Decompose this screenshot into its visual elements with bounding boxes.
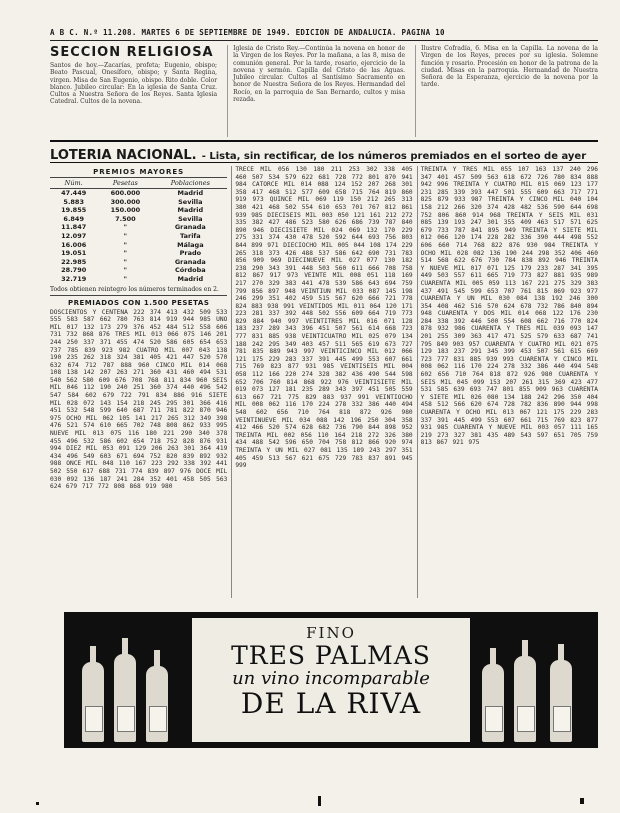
numbers-block-1: DOSCIENTOS Y CENTENA 222 374 413 432 509 533 555 583 587 662 780 763 814 919 944 985 UNO MIL 017 132 173 279 376 452 484 512 558 606 731 732 868 876 TRES MIL 013 066 075 146 201 244 250 337 371 455 474 520 586 605 654 653 737 785 839 923 982 CUATRO MIL 007 043 138 190 235 262 318 324 381 405 421 447 520 570 632 674 712 787 888 960 CINCO MIL 014 068 108 138 142 207 263 271 360 431 460 494 531 540 562 580 609 676 708 768 811 834 960 SEIS MIL 046 112 190 240 251 360 374 440 496 542 547 584 602 679 722 791 834 886 916 SIETE MIL 028 072 143 154 218 245 295 301 366 416 451 532 548 599 640 687 711 781 822 870 946 975 OCHO MIL 062 105 141 217 265 312 349 398 476 521 574 610 665 702 748 808 862 933 995 NUEVE MIL 013 075 116 180 221 290 340 378 455 496 532 586 602 654 718 752 828 876 931 994 DIEZ MIL 053 091 129 206 263 301 364 419 434 496 549 603 671 694 752 820 839 892 932 988 ONCE MIL 048 110 167 223 292 338 392 441 502 550 617 688 731 774 839 897 976 DOCE MIL 030 092 136 187 241 284 352 401 458 505 563 624 679 717 772 808 868 919 980 <box>50 308 228 491</box>
lottery-lists <box>50 166 598 598</box>
table-cell: " <box>123 249 128 258</box>
table-row <box>50 266 227 275</box>
table-cell: " <box>123 266 128 275</box>
registration-mark <box>318 796 321 806</box>
newspaper-page <box>50 28 598 598</box>
table-cell: Prado <box>179 249 202 258</box>
numbers-block-2: TRECE MIL 056 130 180 211 253 302 338 405 460 507 534 579 622 681 728 772 801 870 941 984 CATORCE MIL 014 088 124 152 207 268 301 358 417 468 512 577 609 658 715 764 819 860 919 973 QUINCE MIL 069 119 150 212 265 313 380 421 468 502 554 610 653 701 767 812 861 939 985 DIECISEIS MIL 003 050 121 161 212 272 335 382 427 486 523 580 626 686 739 787 840 890 946 DIECISIETE MIL 024 069 132 170 229 275 331 374 430 478 520 592 644 693 756 803 844 899 971 DIECIOCHO MIL 005 044 108 174 229 265 318 373 426 488 537 586 642 690 731 783 856 909 969 DIECINUEVE MIL 027 077 130 182 238 290 343 391 448 503 560 611 666 708 758 812 867 917 973 VEINTE MIL 008 051 118 169 217 270 329 383 441 478 539 586 643 694 759 799 856 897 948 VEINTIUN MIL 033 087 145 198 246 299 351 402 459 515 567 620 666 721 778 824 883 938 991 VEINTIDOS MIL 011 064 120 171 223 281 337 392 448 502 556 609 664 719 773 829 884 940 997 VEINTITRES MIL 016 071 128 183 237 289 343 396 451 507 561 614 668 723 777 831 885 938 VEINTICUATRO MIL 025 079 134 188 242 295 349 403 457 511 565 619 673 727 781 835 889 943 997 VEINTICINCO MIL 012 066 121 175 229 283 337 391 445 499 553 607 661 715 769 823 877 931 985 VEINTISEIS MIL 004 058 112 166 220 274 328 382 436 490 544 598 652 706 760 814 868 922 976 VEINTISIETE MIL 019 073 127 181 235 289 343 397 451 505 559 613 667 721 775 829 883 937 991 VEINTIOCHO MIL 008 062 116 170 224 278 332 386 440 494 548 602 656 710 764 818 872 926 980 VEINTINUEVE MIL 034 088 142 196 250 304 358 412 466 520 574 628 682 736 790 844 898 952 TREINTA MIL 002 056 110 164 218 272 326 380 434 488 542 596 650 704 758 812 866 920 974 TREINTA Y UN MIL 027 081 135 189 243 297 351 405 459 513 567 621 675 729 783 837 891 945 999 <box>235 166 413 470</box>
table-cell: " <box>123 223 128 232</box>
section-title: SECCION RELIGIOSA <box>50 45 214 60</box>
table-cell: 150.000 <box>110 206 141 215</box>
bottle-icon <box>146 666 168 742</box>
bottle-icon <box>114 654 136 742</box>
table-cell: 47.449 <box>61 189 87 197</box>
table-cell: Sevilla <box>178 214 203 223</box>
list-column-1 <box>50 166 227 598</box>
table-row <box>50 249 227 258</box>
table-row <box>50 189 227 198</box>
column-header: Núm. <box>50 178 97 189</box>
table-row <box>50 223 227 232</box>
table-cell: Madrid <box>177 189 204 197</box>
table-cell: Granada <box>174 257 206 266</box>
religiosa-text: Santos de hoy.—Zacarías, profeta; Eugenio, obispo; Beato Pascual, Onesíforo, obispo; y Santa Regina, virgen. Misa de San Eugenio, obispo. Rito doble. Color blanco. Jubileo circular: En la iglesia de Santa Cruz. Cultos a Nuestra Señora de los Reyes. Santa Iglesia Catedral. Cultos de la novena. <box>50 62 218 106</box>
table-cell: 12.097 <box>61 231 87 240</box>
table-row <box>50 241 227 250</box>
bottle-icon <box>514 656 536 742</box>
religious-section <box>50 45 598 137</box>
print-marks <box>0 790 620 810</box>
table-header-row <box>50 178 227 189</box>
table-cell: 22.985 <box>61 257 87 266</box>
table-cell: 600.000 <box>110 189 141 197</box>
table-cell: 5.883 <box>63 197 84 206</box>
list-column-3 <box>417 166 598 598</box>
ad-text-panel <box>192 618 470 742</box>
table-cell: 6.849 <box>63 214 84 223</box>
ad-slogan: un vino incomparable <box>232 668 430 689</box>
column-header: Pesetas <box>97 178 153 189</box>
religious-text-right: Ilustre Cofradía, 6. Misa en la Capilla. La novena de la Virgen de los Reyes, preces por su iglesia. Solemne función y rosario. Procesión en honor de la patrona de la ciudad. Misas en la parroquia. Hermandad de Nuestra Señora de la Esperanza, ejercicio de la novena por la tarde. <box>415 45 598 137</box>
table-row <box>50 275 227 284</box>
registration-mark <box>580 798 584 804</box>
table-row <box>50 206 227 215</box>
ad-brand: TRES PALMAS <box>231 641 431 670</box>
table-cell: Málaga <box>177 240 204 249</box>
table-cell: " <box>123 274 128 283</box>
table-cell: 7.500 <box>115 214 136 223</box>
registration-mark <box>36 802 39 805</box>
table-cell: 32.719 <box>61 274 87 283</box>
table-row <box>50 232 227 241</box>
table-cell: Madrid <box>177 206 204 215</box>
religious-text-middle: Iglesia de Cristo Rey.—Continúa la novena en honor de la Virgen de los Reyes. Por la mañana, a las 8, misa de comunión general. Por la tarde, rosario, ejercicio de la novena y sermón. Capilla del Cristo de las Aguas. Jubileo circular. Cultos al Santísimo Sacramento en honor de Nuestra Señora de los Reyes. Hermandad del Rocío, en la parroquia de San Bernardo, cultos y misa rezada. <box>227 45 405 137</box>
table-cell: " <box>123 257 128 266</box>
numbers-block-3: TREINTA Y TRES MIL 055 107 163 137 240 296 347 401 457 509 563 618 672 726 780 834 888 942 996 TREINTA Y CUATRO MIL 015 069 123 177 231 285 339 393 447 501 555 609 663 717 771 825 879 933 987 TREINTA Y CINCO MIL 040 104 158 212 266 320 374 428 482 536 590 644 698 752 806 860 914 968 TREINTA Y SEIS MIL 031 085 139 193 247 301 355 409 463 517 571 625 679 733 787 841 895 949 TREINTA Y SIETE MIL 012 066 120 174 228 282 336 390 444 498 552 606 660 714 768 822 876 930 984 TREINTA Y OCHO MIL 028 082 136 190 244 298 352 406 460 514 568 622 676 730 784 838 892 946 TREINTA Y NUEVE MIL 017 071 125 179 233 287 341 395 449 503 557 611 665 719 773 827 881 935 989 CUARENTA MIL 005 059 113 167 221 275 329 383 437 491 545 599 653 707 761 815 869 923 977 CUARENTA Y UN MIL 030 084 138 192 246 300 354 408 462 516 570 624 678 732 786 840 894 948 CUARENTA Y DOS MIL 014 068 122 176 230 284 338 392 446 500 554 608 662 716 770 824 878 932 986 CUARENTA Y TRES MIL 039 093 147 201 255 309 363 417 471 525 579 633 687 741 795 849 903 957 CUARENTA Y CUATRO MIL 021 075 129 183 237 291 345 399 453 507 561 615 669 723 777 831 885 939 993 CUARENTA Y CINCO MIL 008 062 116 170 224 278 332 386 440 494 548 602 656 710 764 818 872 926 980 CUARENTA Y SEIS MIL 045 099 153 207 261 315 369 423 477 531 585 639 693 747 801 855 909 963 CUARENTA Y SIETE MIL 026 080 134 188 242 296 350 404 458 512 566 620 674 728 782 836 890 944 998 CUARENTA Y OCHO MIL 013 067 121 175 229 283 337 391 445 499 553 607 661 715 769 823 877 931 985 CUARENTA Y NUEVE MIL 003 057 111 165 219 273 327 381 435 489 543 597 651 705 759 813 867 921 975 <box>420 166 598 447</box>
table-row <box>50 198 227 207</box>
ad-maker: DE LA RIVA <box>240 687 422 720</box>
premios-mayores-table <box>50 177 227 284</box>
column-header: Poblaciones <box>153 178 227 189</box>
table-cell: " <box>123 231 128 240</box>
lottery-headline <box>50 140 598 163</box>
table-cell: 28.790 <box>61 266 87 275</box>
table-cell: Madrid <box>177 274 204 283</box>
wine-advertisement <box>64 612 598 748</box>
premios-mayores-title: PREMIOS MAYORES <box>93 168 185 176</box>
ad-fino: FINO <box>306 624 356 642</box>
table-cell: Granada <box>174 223 206 232</box>
bottle-icon <box>82 662 104 742</box>
page-header: A B C. N.º 11.208. MARTES 6 DE SEPTIEMBRE DE 1949. EDICION DE ANDALUCIA. PAGINA 10 <box>50 28 598 41</box>
lottery-title: LOTERIA NACIONAL. <box>50 148 197 163</box>
table-cell: 16.006 <box>61 240 87 249</box>
prize-subhead: PREMIADOS CON 1.500 PESETAS <box>67 298 210 307</box>
bottle-icon <box>482 664 504 742</box>
table-cell: Tarifa <box>180 231 201 240</box>
table-cell: 11.847 <box>61 223 87 232</box>
reintegro-note: Todos obtienen reintegro los números terminados en 2. <box>50 286 227 296</box>
table-row <box>50 258 227 267</box>
bottle-icon <box>550 660 572 742</box>
table-cell: Córdoba <box>175 266 206 275</box>
table-cell: 19.051 <box>61 249 87 258</box>
table-cell: Sevilla <box>178 197 203 206</box>
lottery-subtitle: - Lista, sin rectificar, de los números premiados en el sorteo de ayer <box>201 151 587 162</box>
table-cell: 19.855 <box>61 206 87 215</box>
table-row <box>50 215 227 224</box>
table-cell: " <box>123 240 128 249</box>
list-column-2 <box>231 166 412 598</box>
table-cell: 300.000 <box>110 197 141 206</box>
religiosa-column <box>50 45 217 137</box>
